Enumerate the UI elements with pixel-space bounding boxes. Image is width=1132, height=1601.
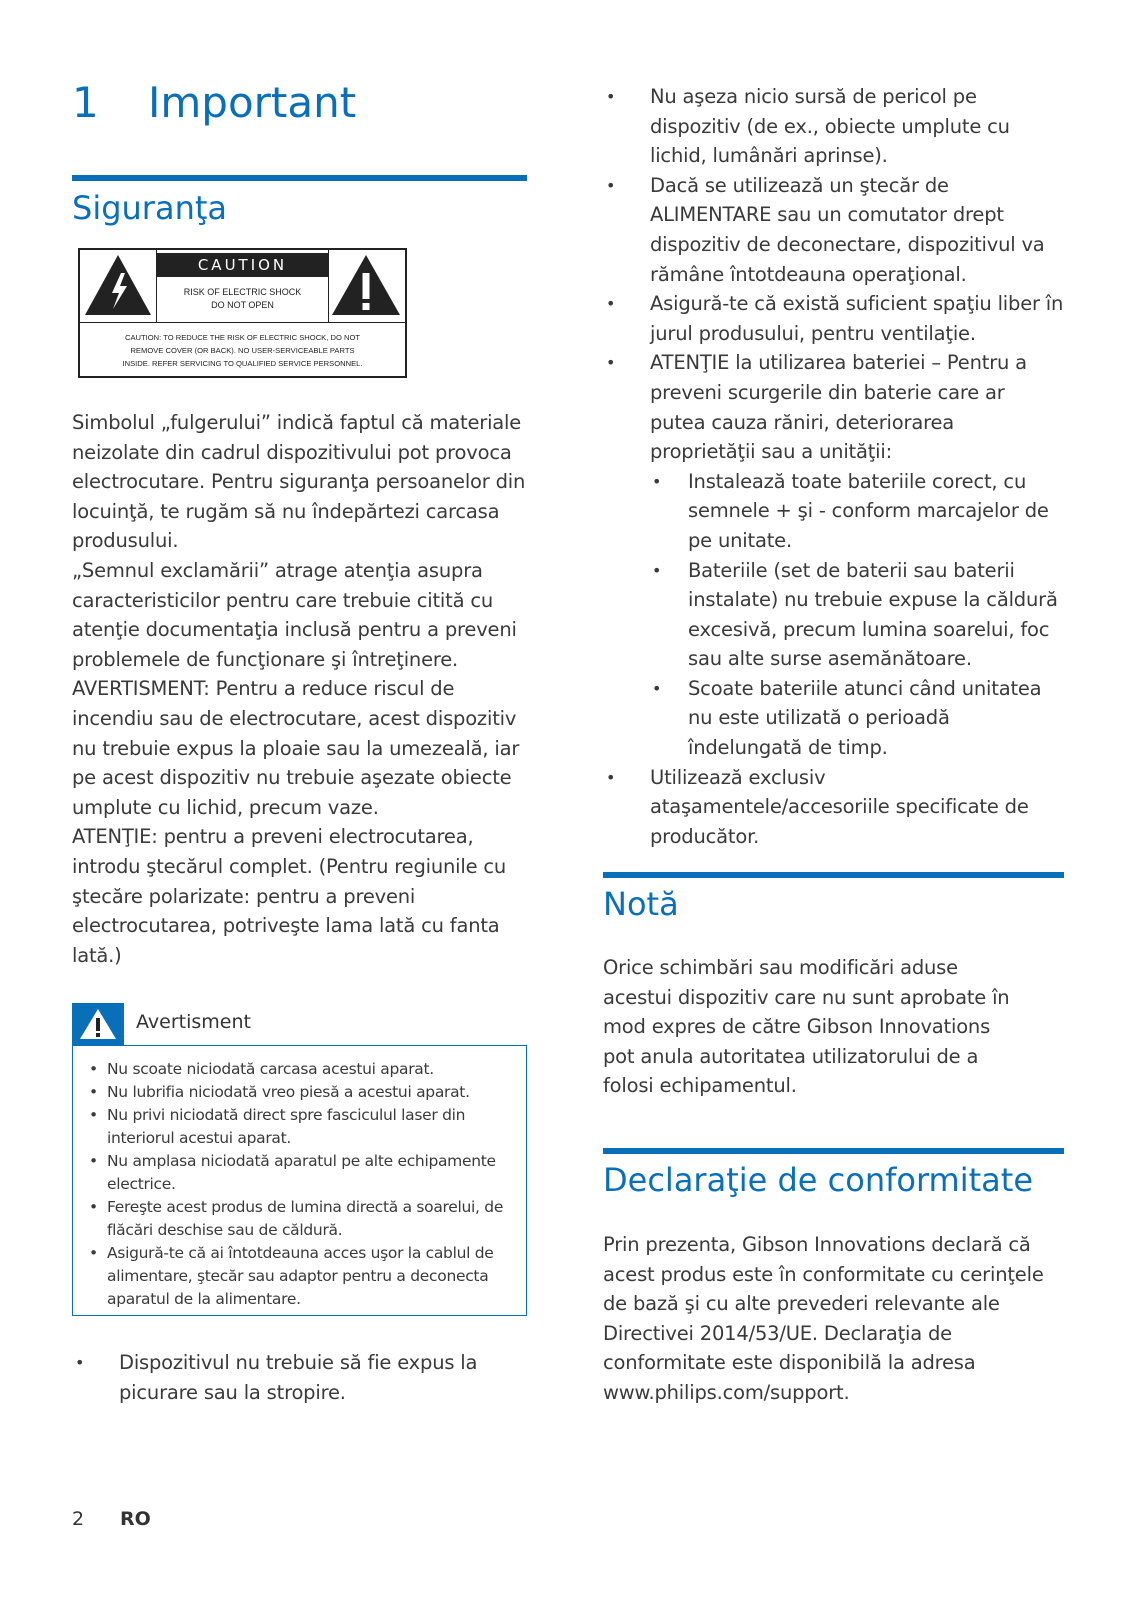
page-footer [72, 1508, 151, 1530]
bullet-text: ATENŢIE la utilizarea bateriei – Pentru a preveni scurgerile din baterie care ar putea cauza răniri, deteriorarea proprietăţii sau a unităţii: [650, 351, 1027, 464]
bullet-item: • Dacă se utilizează un ştecăr de ALIMENTARE sau un comutator drept dispozitiv de deconectare, dispozitivul va rămâne întotdeauna operaţional. [603, 171, 1065, 289]
warning-list [87, 1058, 514, 1311]
lightning-warning-icon [83, 253, 153, 317]
chapter-number: 1 [72, 78, 99, 127]
caution-label-bottom [80, 324, 405, 376]
right-bullets [603, 82, 1065, 851]
warning-item: • Asigură-te că ai întotdeauna acces uşor la cablul de alimentare, ştecăr sau adaptor pentru a deconecta aparatul de la alimentare. [87, 1242, 514, 1311]
note-body [603, 953, 1023, 1101]
left-bullet-list [72, 1348, 512, 1407]
warning-triangle-icon [78, 1007, 118, 1041]
warning-item: • Nu amplasa niciodată aparatul pe alte echipamente electrice. [87, 1150, 514, 1196]
section-title-conformity: Declaraţie de conformitate [603, 1161, 1033, 1199]
sub-bullet-item: • Instalează toate bateriile corect, cu semnele + şi - conform marcajelor de pe unitate. [650, 467, 1065, 556]
bullet-item: • Utilizează exclusiv ataşamentele/accesoriile specificate de producător. [603, 763, 1065, 852]
sub-bullet-item: • Bateriile (set de baterii sau baterii instalate) nu trebuie expuse la căldură excesivă, precum lumina soarelui, foc sau alte surse asemănătoare. [650, 556, 1065, 674]
left-bullets [72, 1348, 512, 1407]
language-code: RO [120, 1508, 151, 1530]
bullet-item-battery [603, 348, 1065, 762]
page-number: 2 [72, 1508, 85, 1530]
section-rule-safety [72, 175, 527, 181]
sub-bullet-item: • Scoate bateriile atunci când unitatea nu este utilizată o perioadă îndelungată de timp. [650, 674, 1065, 763]
caution-risk-line: RISK OF ELECTRIC SHOCK [183, 287, 302, 297]
chapter-title [72, 78, 356, 127]
caution-risk-line: DO NOT OPEN [211, 300, 274, 310]
caution-label-center [156, 250, 329, 322]
warning-item: • Nu lubrifia niciodată vreo piesă a acestui aparat. [87, 1081, 514, 1104]
caution-word: CAUTION [157, 253, 328, 277]
bullet-item: • Nu aşeza nicio sursă de pericol pe dispozitiv (de ex., obiecte umplute cu lichid, lumânări aprinse). [603, 82, 1065, 171]
safety-paragraph: AVERTISMENT: Pentru a reduce riscul de incendiu sau de electrocutare, acest dispozitiv nu trebuie expus la ploaie sau la umezeală, iar pe acest dispozitiv nu trebuie aşezate obiecte umplute cu lichid, precum vaze. [72, 677, 520, 819]
section-rule-note [603, 872, 1064, 878]
bullet-item: • Asigură-te că există suficient spaţiu liber în jurul produsului, pentru ventilaţie. [603, 289, 1065, 348]
caution-label-top [80, 250, 405, 323]
warning-title: Avertisment [136, 1011, 251, 1033]
caution-label [78, 248, 407, 378]
section-rule-conformity [603, 1148, 1064, 1154]
warning-icon-badge [72, 1003, 124, 1045]
safety-body [72, 408, 527, 970]
safety-paragraph: „Semnul exclamării” atrage atenţia asupra caracteristicilor pentru care trebuie citită cu atenţie documentaţia inclusă pentru a preveni problemele de funcţionare şi întreţinere. [72, 558, 517, 671]
right-bullet-list [603, 82, 1065, 851]
battery-sub-list [650, 467, 1065, 763]
note-text: Orice schimbări sau modificări aduse acestui dispozitiv care nu sunt aprobate în mod expres de către Gibson Innovations pot anula autoritatea utilizatorului de a folosi echipamentul. [603, 956, 1010, 1098]
caution-bottom-line: CAUTION: TO REDUCE THE RISK OF ELECTRIC SHOCK, DO NOT [124, 332, 360, 342]
caution-bottom-line: INSIDE. REFER SERVICING TO QUALIFIED SERVICE PERSONNEL. [122, 358, 363, 368]
conformity-body [603, 1230, 1053, 1408]
exclamation-warning-icon [330, 253, 402, 317]
warning-item: • Fereşte acest produs de lumina directă a soarelui, de flăcări deschise sau de căldură. [87, 1196, 514, 1242]
safety-paragraph: ATENŢIE: pentru a preveni electrocutarea, introdu ştecărul complet. (Pentru regiunile cu ştecăre polarizate: pentru a preveni electrocutarea, potriveşte lama lată cu fanta lată.) [72, 825, 507, 967]
safety-paragraph: Simbolul „fulgerului” indică faptul că materiale neizolate din cadrul dispozitivului pot provoca electrocutare. Pentru siguranţa persoanelor din locuinţă, te rugăm să nu îndepărtezi carcasa produsului. [72, 411, 526, 553]
chapter-name: Important [148, 78, 357, 127]
caution-risk-text [157, 286, 328, 312]
caution-bottom-line: REMOVE COVER (OR BACK). NO USER-SERVICEABLE PARTS [130, 345, 355, 355]
warning-header [72, 1003, 527, 1045]
conformity-text: Prin prezenta, Gibson Innovations declară că acest produs este în conformitate cu cerinţele de bază şi cu alte prevederi relevante ale Directivei 2014/53/UE. Declaraţia de conformitate este disponibilă la adresa www.philips.com/support. [603, 1233, 1044, 1404]
warning-item: • Nu privi niciodată direct spre fasciculul laser din interiorul acestui aparat. [87, 1104, 514, 1150]
warning-box [72, 1045, 527, 1316]
bullet-item: • Dispozitivul nu trebuie să fie expus la picurare sau la stropire. [72, 1348, 512, 1407]
warning-item: • Nu scoate niciodată carcasa acestui aparat. [87, 1058, 514, 1081]
section-title-note: Notă [603, 885, 679, 923]
section-title-safety: Siguranţa [72, 189, 227, 227]
